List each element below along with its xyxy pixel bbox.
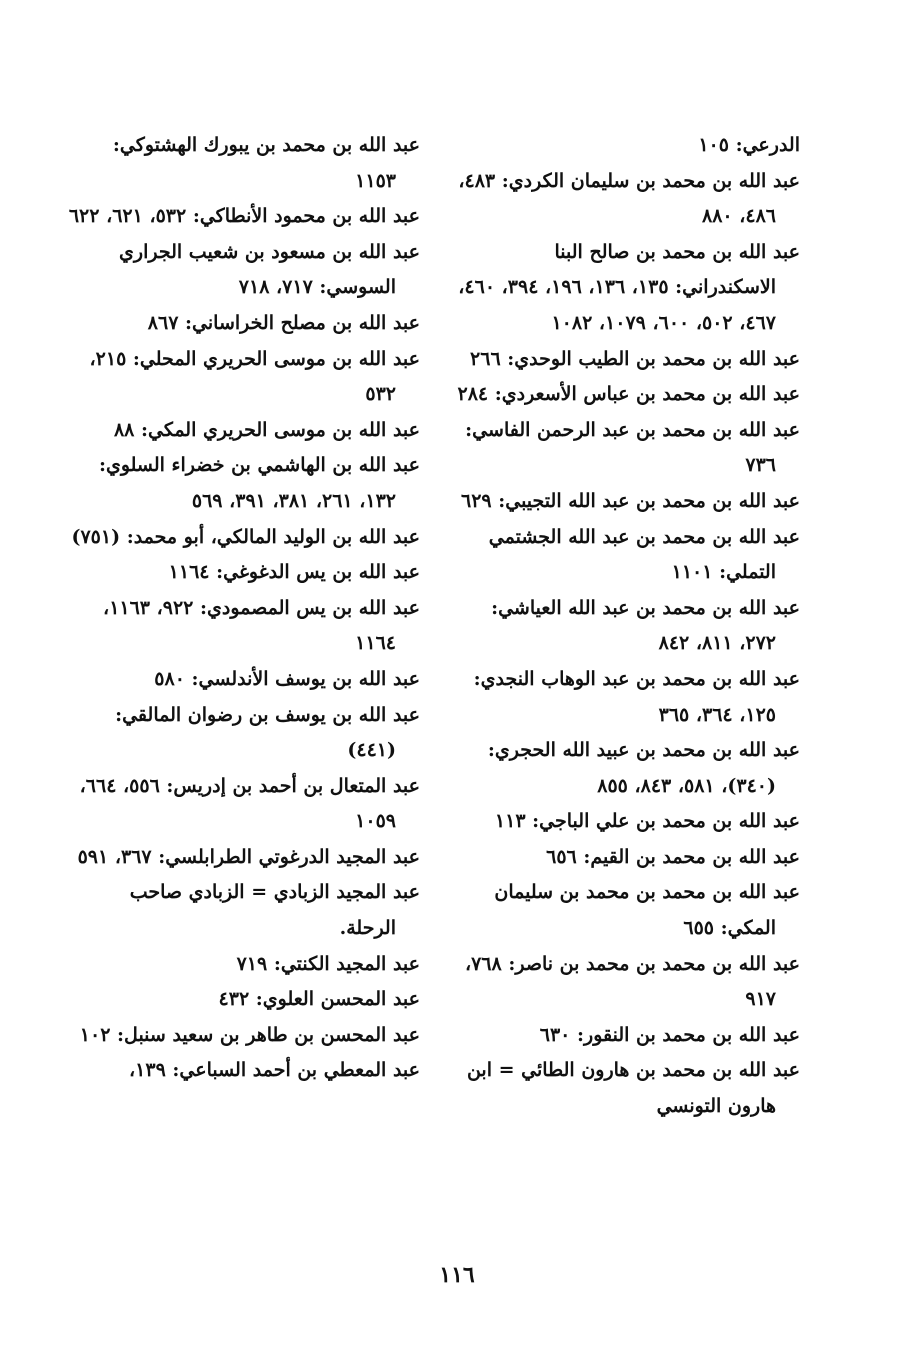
- index-entry: عبد الله بن يوسف بن رضوان المالقي: (٤٤١): [115, 703, 420, 762]
- right-column: [448, 128, 800, 1125]
- index-entry: عبد الله بن محمد بن النقور: ٦٣٠: [539, 1023, 800, 1046]
- index-entry: عبد المتعال بن أحمد بن إدريس: ٥٥٦، ٦٦٤، ١٠٥٩: [79, 774, 420, 833]
- index-entry: عبد المجيد الدرغوتي الطرابلسي: ٣٦٧، ٥٩١: [77, 845, 420, 868]
- index-entry: عبد الله بن محمد بن عبد الرحمن الفاسي: ٧٣٦: [465, 418, 800, 477]
- index-entry: عبد الله بن مسعود بن شعيب الجراري السوسي: ٧١٧، ٧١٨: [119, 240, 420, 299]
- index-entry: عبد الله بن محمد بن هارون الطائي = ابن هارون التونسي: [466, 1059, 800, 1118]
- index-entry: عبد الله بن محمد بن عبيد الله الحجري: (٣٤٠)، ٥٨١، ٨٤٣، ٨٥٥: [487, 739, 800, 797]
- index-entry: عبد الله بن محمد بن الطيب الوحدي: ٢٦٦: [470, 347, 800, 370]
- index-entry: عبد المعطي بن أحمد السباعي: ١٣٩،: [129, 1059, 420, 1082]
- index-entry: عبد الله بن مصلح الخراساني: ٨٦٧: [147, 311, 420, 334]
- index-entry: عبد الله بن محمد بن محمد بن سليمان المكي: ٦٥٥: [494, 881, 800, 940]
- index-entry: عبد الله بن محمد بن القيم: ٦٥٦: [546, 845, 800, 868]
- index-entry: عبد الله بن يوسف الأندلسي: ٥٨٠: [154, 667, 420, 690]
- index-entry: عبد الله بن موسى الحريري المكي: ٨٨: [113, 418, 420, 441]
- index-entry: عبد الله بن محمد بن صالح البنا الاسكندراني: ١٣٥، ١٣٦، ١٩٦، ٣٩٤، ٤٦٠، ٤٦٧، ٥٠٢، ٦٠٠، ١٠٧٩، ١٠٨٢: [458, 240, 800, 334]
- index-entry: عبد المجيد الزبادي = الزبادي صاحب الرحلة.: [129, 881, 420, 940]
- left-column: [68, 128, 420, 1089]
- index-entry: عبد الله بن محمد بن يبورك الهشتوكي: ١١٥٣: [112, 134, 420, 192]
- index-entry: عبد الله بن محمد بن عبد الله الجشتمي التملي: ١١٠١: [488, 525, 800, 584]
- index-entry: عبد الله بن محمد بن عبد الله العياشي: ٢٧٢، ٨١١، ٨٤٢: [491, 596, 800, 655]
- index-entry: عبد الله بن محمود الأنطاكي: ٥٣٢، ٦٢١، ٦٢٢: [68, 205, 420, 228]
- index-entry: عبد الله بن الهاشمي بن خضراء السلوي: ١٣٢، ٢٦١، ٣٨١، ٣٩١، ٥٦٩: [98, 454, 420, 512]
- index-entry: عبد الله بن محمد بن محمد بن ناصر: ٧٦٨، ٩١٧: [464, 952, 800, 1011]
- index-entry: عبد المحسن العلوي: ٤٣٢: [218, 988, 420, 1011]
- index-entry: عبد الله بن محمد بن عباس الأسعردي: ٢٨٤: [457, 383, 800, 406]
- index-entry: عبد الله بن محمد بن عبد الله التجيبي: ٦٢٩: [460, 489, 800, 512]
- index-entry: عبد الله بن موسى الحريري المحلي: ٢١٥، ٥٣٢: [89, 347, 420, 406]
- index-entry: عبد الله بن محمد بن علي الباجي: ١١٣: [494, 810, 800, 833]
- index-entry: عبد المجيد الكنتي: ٧١٩: [236, 952, 420, 975]
- index-entry: الدرعي: ١٠٥: [698, 134, 800, 156]
- index-entry: عبد الله بن يس الدغوغي: ١١٦٤: [168, 561, 420, 584]
- index-entry: عبد المحسن بن طاهر بن سعيد سنبل: ١٠٢: [79, 1023, 420, 1046]
- page-number: ١١٦: [439, 1262, 475, 1288]
- index-entry: عبد الله بن محمد بن سليمان الكردي: ٤٨٣، ٤٨٦، ٨٨٠: [458, 169, 800, 228]
- index-entry: عبد الله بن محمد بن عبد الوهاب النجدي: ١٢٥، ٣٦٤، ٣٦٥: [473, 667, 800, 726]
- index-entry: عبد الله بن الوليد المالكي، أبو محمد: (٧٥١): [71, 525, 420, 548]
- index-entry: عبد الله بن يس المصمودي: ٩٢٢، ١١٦٣، ١١٦٤: [103, 596, 420, 655]
